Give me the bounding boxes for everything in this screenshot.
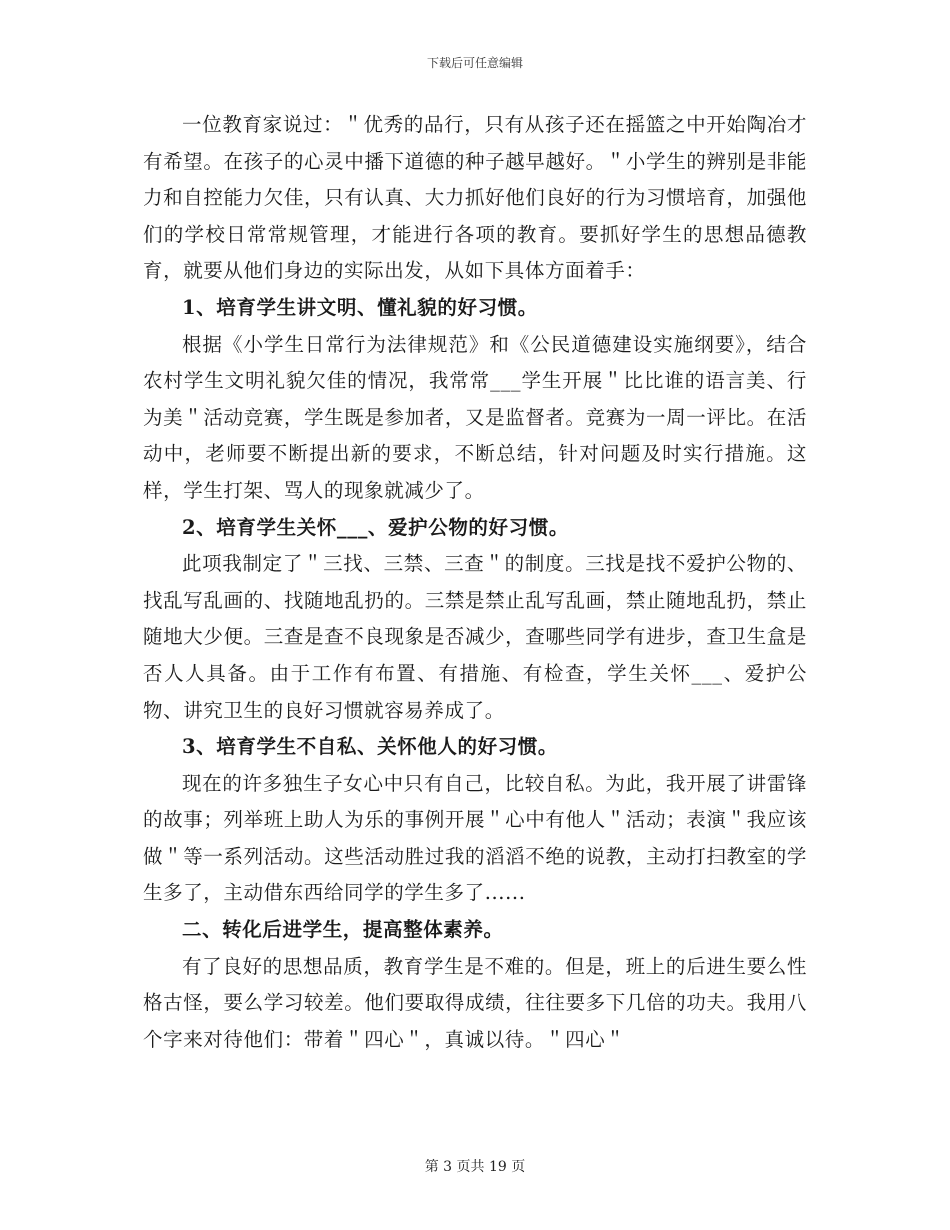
document-body [143,107,807,1058]
page-footer: 第 3 页共 19 页 [424,1159,526,1175]
section-heading-1: 1、培育学生讲文明、懂礼貌的好习惯。 [182,295,538,319]
page-header: 下载后可任意编辑 [426,56,523,70]
paragraph-2: 此项我制定了＂三找、三禁、三查＂的制度。三找是找不爱护公物的、找乱写乱画的、找随地乱扔的。三禁是禁止乱写乱画，禁止随地乱扔，禁止随地大少便。三查是查不良现象是否减少，查哪些同学有进步，查卫生盒是否人人具备。由于工作有布置、有措施、有检查，学生关怀___、爱护公物、讲究卫生的良好习惯就容易养成了。 [143,552,807,722]
paragraph-1: 根据《小学生日常行为法律规范》和《公民道德建设实施纲要》，结合农村学生文明礼貌欠佳的情况，我常常___学生开展＂比比谁的语言美、行为美＂活动竞赛，学生既是参加者，又是监督者。竞赛为一周一评比。在活动中，老师要不断提出新的要求，不断总结，针对问题及时实行措施。这样，学生打架、骂人的现象就减少了。 [143,332,807,502]
section-heading-3: 3、培育学生不自私、关怀他人的好习惯。 [182,735,558,759]
paragraph-3: 现在的许多独生子女心中只有自己，比较自私。为此，我开展了讲雷锋的故事；列举班上助人为乐的事例开展＂心中有他人＂活动；表演＂我应该做＂等一系列活动。这些活动胜过我的滔滔不绝的说教，主动打扫教室的学生多了，主动借东西给同学的学生多了...... [143,771,807,905]
paragraph-4: 有了良好的思想品质，教育学生是不难的。但是，班上的后进生要么性格古怪，要么学习较差。他们要取得成绩，往往要多下几倍的功夫。我用八个字来对待他们：带着＂四心＂，真诚以待。＂四心＂ [143,954,807,1051]
paragraph-intro: 一位教育家说过：＂优秀的品行，只有从孩子还在摇篮之中开始陶冶才有希望。在孩子的心灵中播下道德的种子越早越好。＂小学生的辨别是非能力和自控能力欠佳，只有认真、大力抓好他们良好的行为习惯培育，加强他们的学校日常常规管理，才能进行各项的教育。要抓好学生的思想品德教育，就要从他们身边的实际出发，从如下具体方面着手： [143,113,807,283]
section-heading-4: 二、转化后进学生，提高整体素养。 [182,918,504,942]
section-heading-2: 2、培育学生关怀___、爱护公物的好习惯。 [182,515,569,539]
